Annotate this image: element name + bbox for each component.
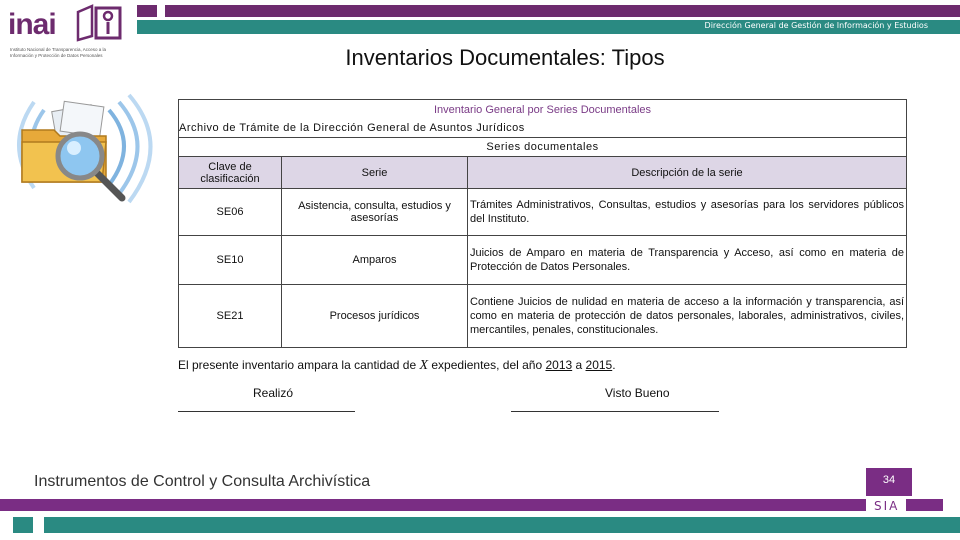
row-descripcion: Contiene Juicios de nulidad en materia de acceso a la información y transparencia, así como en materia de protección de datos personales, laborales, administrativos, civiles, mercantiles, penales, constitucionales. — [468, 285, 907, 348]
note-year-from: 2013 — [545, 358, 573, 372]
logo-subtitle-2: Información y Protección de Datos Personales — [10, 53, 103, 58]
table-subtitle: Archivo de Trámite de la Dirección General de Asuntos Jurídicos — [179, 120, 907, 138]
signature-right-line — [511, 411, 719, 412]
bottom-green-bar — [44, 517, 960, 533]
row-descripcion: Juicios de Amparo en materia de Transparencia y Acceso, así como en materia de Protección de Datos Personales. — [468, 236, 907, 285]
top-purple-bar — [165, 5, 960, 17]
table-row — [179, 285, 907, 348]
note-middle: expedientes, del año — [428, 358, 546, 372]
logo-word: inai — [8, 8, 56, 41]
signature-left-line — [178, 411, 355, 412]
page-number: 34 — [882, 474, 896, 486]
bottom-purple-bar-right — [906, 499, 943, 511]
row-serie: Amparos — [282, 236, 468, 285]
note-suffix: . — [612, 358, 616, 372]
page-number-badge — [866, 468, 912, 496]
bottom-green-square — [13, 517, 33, 533]
slide-title: Inventarios Documentales: Tipos — [345, 45, 665, 70]
sia-label: SIA — [874, 499, 900, 513]
footer-title: Instrumentos de Control y Consulta Archivística — [34, 473, 371, 490]
table-row — [179, 189, 907, 236]
col-header-descripcion: Descripción de la serie — [468, 157, 907, 189]
inventory-table — [178, 99, 907, 348]
signature-right-label: Visto Bueno — [605, 386, 670, 400]
table-section: Series documentales — [179, 138, 907, 157]
folder-magnifier-icon — [14, 90, 164, 210]
signature-left-label: Realizó — [253, 386, 294, 400]
note-prefix: El presente inventario ampara la cantidad de — [178, 358, 420, 372]
table-title: Inventario General por Series Documentales — [179, 100, 907, 120]
note-variable: X — [419, 358, 429, 373]
header-department-label: Dirección General de Gestión de Información y Estudios — [704, 21, 928, 30]
col-header-serie: Serie — [282, 157, 468, 189]
row-serie: Procesos jurídicos — [282, 285, 468, 348]
logo-subtitle-1: Instituto Nacional de Transparencia, Acceso a la — [10, 47, 107, 52]
top-small-square — [137, 5, 157, 17]
col-header-clave: Clave de clasificación — [179, 157, 282, 189]
row-clave: SE21 — [179, 285, 282, 348]
inventory-note — [178, 358, 616, 374]
row-serie: Asistencia, consulta, estudios y asesorías — [282, 189, 468, 236]
row-descripcion: Trámites Administrativos, Consultas, estudios y asesorías para los servidores públicos del Instituto. — [468, 189, 907, 236]
table-row — [179, 236, 907, 285]
note-year-to: 2015 — [585, 358, 613, 372]
row-clave: SE10 — [179, 236, 282, 285]
logo-mark-icon — [70, 2, 128, 42]
note-connector: a — [572, 358, 586, 372]
bottom-purple-bar — [0, 499, 866, 511]
row-clave: SE06 — [179, 189, 282, 236]
